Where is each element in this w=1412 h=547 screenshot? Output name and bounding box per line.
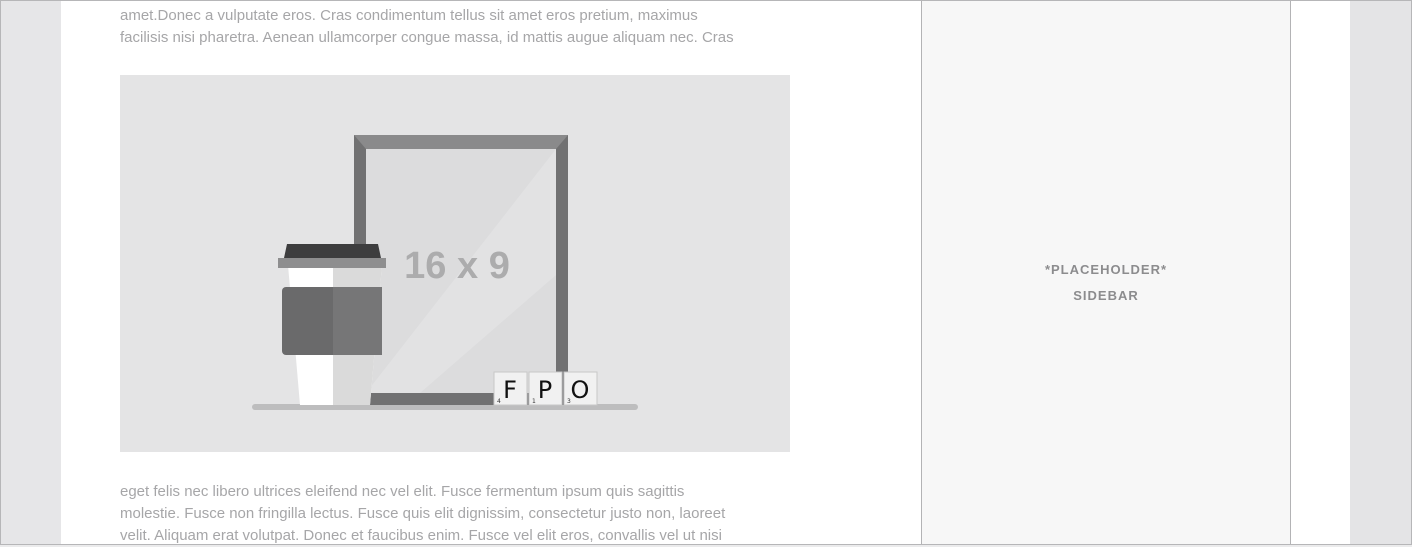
fpo-tile-letter: F [503,376,517,404]
hero-illustration [120,75,790,452]
top-paragraph-line: facilisis nisi pharetra. Aenean ullamcorper congue massa, id mattis augue aliquam nec. Cras [120,29,734,46]
sidebar-label-sidebar: SIDEBAR [1073,288,1139,303]
coffee-cup-icon [278,244,386,405]
ratio-label: 16 x 9 [404,245,510,287]
fpo-tiles [494,372,597,405]
fpo-tile-number: 3 [567,398,571,405]
fpo-tile-number: 1 [532,398,536,405]
bottom-paragraph-line: molestie. Fusce non fringilla lectus. Fusce quis elit dignissim, consectetur justo non, laoreet [120,505,726,522]
right-margin [1291,1,1350,544]
bottom-paragraph-line: velit. Aliquam erat volutpat. Donec et faucibus enim. Fusce vel elit eros, convallis vel ut nisi [120,527,722,544]
sidebar-placeholder [921,1,1291,544]
fpo-tile-letter: O [570,376,590,404]
fpo-tile-number: 4 [497,398,501,405]
fpo-tile-letter: P [537,376,553,404]
left-gutter [1,1,61,544]
sidebar-label-placeholder: *PLACEHOLDER* [1044,262,1168,277]
article-column [61,1,921,544]
top-paragraph-line: amet.Donec a vulputate eros. Cras condimentum tellus sit amet eros pretium, maximus [120,7,698,24]
bottom-paragraph-line: eget felis nec libero ultrices eleifend nec vel elit. Fusce fermentum ipsum quis sagittis [120,483,685,500]
right-gutter [1350,1,1411,544]
hero-placeholder-image [120,75,790,452]
top-paragraph [120,5,800,49]
bottom-paragraph [120,481,800,547]
